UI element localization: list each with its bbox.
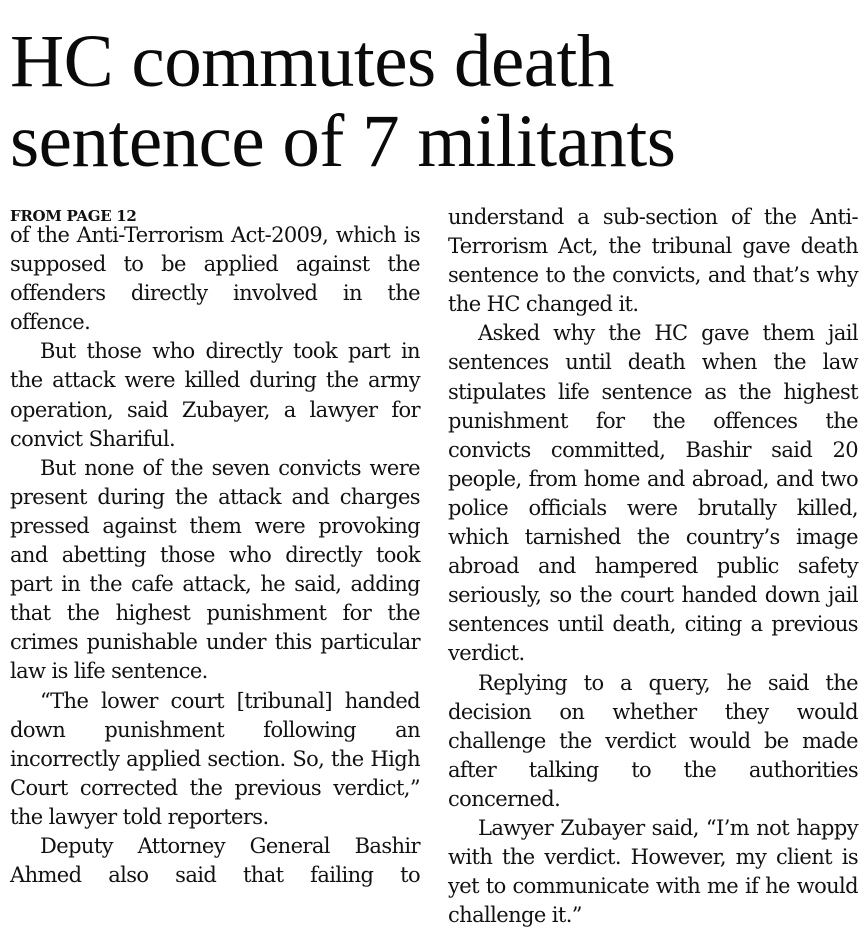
paragraph: of the Anti-Terrorism Act-2009, which is supposed to be applied against the offenders directly involved in the offence. — [10, 223, 420, 335]
paragraph: Deputy Attorney General Bashir Ahmed also said that failing to — [10, 833, 420, 888]
paragraph: understand a sub-section of the Anti-Terrorism Act, the tribunal gave death sentence to the convicts, and that’s why the HC changed it. — [448, 205, 858, 317]
right-column — [448, 203, 858, 930]
paragraph: But none of the seven convicts were present during the attack and charges pressed against them were provoking and abetting those who directly took part in the cafe attack, he said, adding that the highest punishment for the crimes punishable under this particular law is life sentence. — [10, 455, 420, 684]
paragraph: Lawyer Zubayer said, “I’m not happy with the verdict. However, my client is yet to communicate with me if he would challenge it.” — [448, 815, 858, 928]
article-body — [10, 203, 858, 930]
left-column — [10, 203, 420, 930]
headline: HC commutes death sentence of 7 militants — [10, 20, 676, 183]
paragraph: Asked why the HC gave them jail sentences until death when the law stipulates life sentence as the highest punishment for the offences the convicts committed, Bashir said 20 people, from home and abroad, and two police officials were brutally killed, which tarnished the country’s image abroad and hampered public safety seriously, so the court handed down jail sentences until death, citing a previous verdict. — [448, 321, 858, 666]
continued-from-kicker: FROM PAGE 12 — [10, 207, 137, 225]
paragraph: “The lower court [tribunal] handed down punishment following an incorrectly applied section. So, the High Court corrected the previous verdict,” the lawyer told reporters. — [10, 688, 420, 829]
paragraph: Replying to a query, he said the decision on whether they would challenge the verdict would be made after talking to the authorities concerned. — [448, 670, 858, 811]
paragraph: But those who directly took part in the attack were killed during the army operation, said Zubayer, a lawyer for convict Shariful. — [10, 339, 420, 451]
